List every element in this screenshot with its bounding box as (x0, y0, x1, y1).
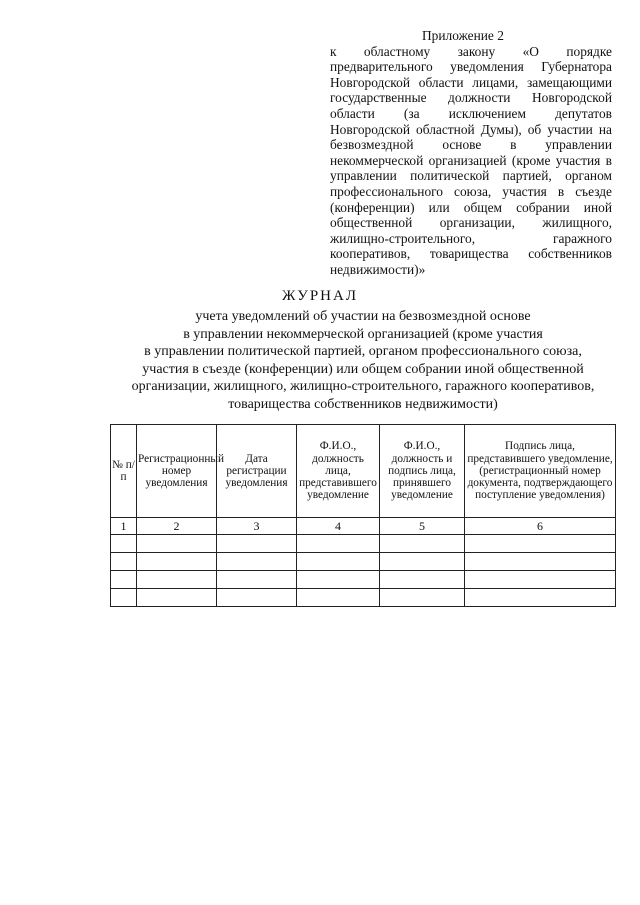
table-cell (217, 553, 297, 571)
table-cell (137, 589, 217, 607)
table-cell (380, 589, 465, 607)
journal-subtitle-line: участия в съезде (конференции) или общем собрании иной общественной (142, 361, 584, 377)
journal-subtitle-line: в управлении политической партией, органом профессионального союза, (144, 344, 582, 359)
column-number: 5 (380, 518, 465, 535)
header-registration-date: Дата регистрации уведомления (217, 425, 297, 518)
table-cell (465, 589, 616, 607)
table-cell (217, 535, 297, 553)
table-cell (137, 553, 217, 571)
journal-subtitle-line: товарищества собственников недвижимости) (228, 396, 498, 412)
table-row (111, 535, 616, 553)
header-receiver: Ф.И.О., должность и подпись лица, принявшего уведомление (380, 425, 465, 518)
header-submitter: Ф.И.О., должность лица, представившего уведомление (297, 425, 380, 518)
journal-subtitle-line: в управлении некоммерческой организацией (кроме участия (183, 326, 543, 342)
header-signature: Подпись лица, представившего уведомление, (регистрационный номер документа, подтверждающего поступление уведомления) (465, 425, 616, 518)
table-cell (465, 535, 616, 553)
table-cell (465, 553, 616, 571)
appendix-title: Приложение 2 (422, 28, 504, 43)
journal-table (110, 424, 616, 607)
table-row (111, 553, 616, 571)
journal-subtitle-line: организации, жилищного, жилищно-строительного, гаражного кооперативов, (131, 379, 595, 394)
table-cell (380, 571, 465, 589)
journal-subtitle (98, 308, 628, 413)
header-registration-number: Регистрационный номер уведомления (137, 425, 217, 518)
table-row (111, 571, 616, 589)
table-cell (297, 589, 380, 607)
table-header-row (111, 425, 616, 518)
table-cell (380, 553, 465, 571)
column-number: 4 (297, 518, 380, 535)
table-cell (137, 535, 217, 553)
table-cell (297, 571, 380, 589)
table-cell (380, 535, 465, 553)
column-number: 1 (111, 518, 137, 535)
table-cell (137, 571, 217, 589)
table-cell (297, 535, 380, 553)
table-cell (217, 571, 297, 589)
journal-subtitle-line: учета уведомлений об участии на безвозмездной основе (195, 309, 531, 324)
column-number: 2 (137, 518, 217, 535)
table-cell (465, 571, 616, 589)
table-row (111, 589, 616, 607)
table-cell (111, 571, 137, 589)
table-cell (111, 553, 137, 571)
table-cell (297, 553, 380, 571)
column-number: 6 (465, 518, 616, 535)
column-number-row (111, 518, 616, 535)
table-cell (217, 589, 297, 607)
table-cell (111, 589, 137, 607)
journal-title: ЖУРНАЛ (281, 288, 359, 304)
appendix-block (330, 28, 612, 278)
appendix-text: к областному закону «О порядке предварительного уведомления Губернатора Новгородской области лицами, замещающими государственные должности Новгородской области (за исключением депутатов Новгородской областной Думы), об участии на безвозмездной основе в управлении некоммерческой организацией (кроме участия в управлении политической партией, органом профессионального союза, участия в съезде (конференции) или общем собрании иной общественной организации, жилищного, жилищно-строительного, гаражного кооперативов, товарищества собственников недвижимости)» (330, 43, 612, 277)
table-cell (111, 535, 137, 553)
header-number: № п/п (111, 425, 137, 518)
column-number: 3 (217, 518, 297, 535)
